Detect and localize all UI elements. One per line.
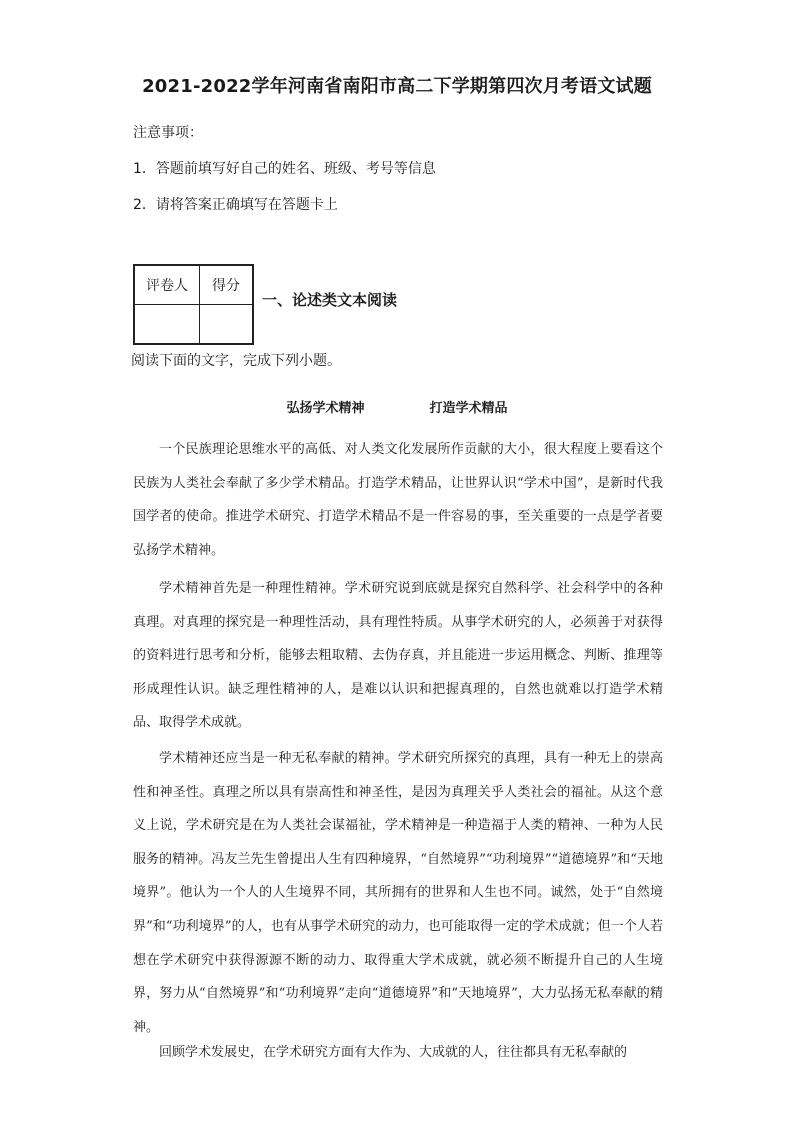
instruction: 阅读下面的文字，完成下列小题。 xyxy=(131,353,341,369)
score-table-cell-score xyxy=(200,305,254,345)
score-table-header-score: 得分 xyxy=(200,265,254,305)
article-paragraph: 学术精神首先是一种理性精神。学术研究说到底就是探究自然科学、社会科学中的各种真理。对真理的探究是一种理性活动，具有理性特质。从事学术研究的人，必须善于对获得的资料进行思考和分析，能够去粗取精、去伪存真，并且能进一步运用概念、判断、推理等形成理性认识。缺乏理性精神的人，是难以认识和把握真理的，自然也就难以打造学术精品、取得学术成就。 xyxy=(133,581,663,731)
notes-item: 2．请将答案正确填写在答题卡上 xyxy=(133,197,338,213)
article-paragraph: 学术精神还应当是一种无私奉献的精神。学术研究所探究的真理，具有一种无上的崇高性和神圣性。真理之所以具有崇高性和神圣性，是因为真理关乎人类社会的福祉。从这个意义上说，学术研究是在为人类社会谋福祉，学术精神是一种造福于人类的精神、一种为人民服务的精神。冯友兰先生曾提出人生有四种境界，“自然境界”“功利境界”“道德境界”和“天地境界”。他认为一个人的人生境界不同，其所拥有的世界和人生也不同。诚然，处于“自然境界”和“功利境界”的人，也有从事学术研究的动力，也可能取得一定的学术成就；但一个人若想在学术研究中获得源源不断的动力、取得重大学术成就，就必须不断提升自己的人生境界，努力从“自然境界”和“功利境界”走向“道德境界”和“天地境界”，大力弘扬无私奉献的精神。 xyxy=(133,751,663,1035)
score-table xyxy=(133,264,254,345)
notes-item: 1．答题前填写好自己的姓名、班级、考号等信息 xyxy=(133,161,436,177)
article-paragraph: 回顾学术发展史，在学术研究方面有大作为、大成就的人，往往都具有无私奉献的 xyxy=(159,1045,628,1060)
article-title-right: 打造学术精品 xyxy=(429,401,508,416)
article-title-left: 弘扬学术精神 xyxy=(286,401,365,416)
article-paragraph: 一个民族理论思维水平的高低、对人类文化发展所作贡献的大小，很大程度上要看这个民族为人类社会奉献了多少学术精品。打造学术精品，让世界认识“学术中国”，是新时代我国学者的使命。推进学术研究、打造学术精品不是一件容易的事，至关重要的一点是学者要弘扬学术精神。 xyxy=(133,442,663,558)
page-title: 2021-2022学年河南省南阳市高二下学期第四次月考语文试题 xyxy=(142,76,652,97)
notes-heading: 注意事项： xyxy=(133,125,203,141)
article-title xyxy=(0,397,794,416)
score-table-header-grader: 评卷人 xyxy=(134,265,200,305)
section-title: 一、论述类文本阅读 xyxy=(262,291,398,309)
score-table-cell-grader xyxy=(134,305,200,345)
